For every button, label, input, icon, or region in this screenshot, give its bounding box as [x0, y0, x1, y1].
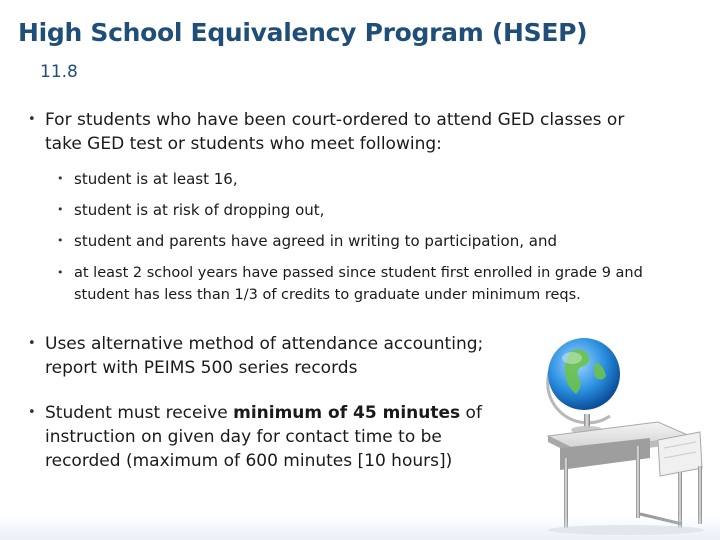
sub-bullet-text: student and parents have agreed in writing to participation, and	[74, 232, 557, 250]
globe-on-school-desk-icon	[540, 318, 715, 536]
slide-title: High School Equivalency Program (HSEP)	[18, 18, 588, 47]
sub-bullet-credits	[57, 262, 707, 306]
sub-bullet-risk	[57, 199, 707, 221]
emphasis-minutes: minimum of 45 minutes	[233, 403, 461, 423]
sub-bullet-marker: •	[57, 266, 64, 279]
bullet-text-line: Student must receive minimum of 45 minutes of	[45, 403, 482, 423]
bullet-text-line: take GED test or students who meet following:	[45, 134, 442, 154]
bullet-marker: •	[28, 112, 36, 127]
bullet-marker: •	[28, 336, 36, 351]
sub-bullet-age	[57, 168, 707, 190]
sub-bullet-text: student is at least 16,	[74, 170, 238, 188]
section-number: 11.8	[40, 62, 78, 82]
sub-bullet-text-line: student has less than 1/3 of credits to graduate under minimum reqs.	[74, 287, 581, 303]
sub-bullet-marker: •	[57, 234, 64, 247]
sub-bullet-text: student is at risk of dropping out,	[74, 201, 325, 219]
bullet-marker: •	[28, 405, 36, 420]
bullet-text-line: Uses alternative method of attendance accounting;	[45, 334, 484, 354]
bottom-gradient	[0, 516, 720, 540]
bullet-attendance	[28, 332, 548, 380]
bullet-eligibility	[28, 108, 708, 156]
bullet-text-line: report with PEIMS 500 series records	[45, 358, 358, 378]
sub-bullet-marker: •	[57, 203, 64, 216]
sub-bullet-agreement	[57, 230, 707, 252]
bullet-text-line: instruction on given day for contact time to be	[45, 427, 442, 447]
bullet-instruction-minutes	[28, 401, 548, 473]
bullet-text-line: recorded (maximum of 600 minutes [10 hours])	[45, 451, 453, 471]
sub-bullet-marker: •	[57, 172, 64, 185]
sub-bullet-text-line: at least 2 school years have passed since student first enrolled in grade 9 and	[74, 265, 643, 281]
bullet-text-line: For students who have been court-ordered to attend GED classes or	[45, 110, 625, 130]
